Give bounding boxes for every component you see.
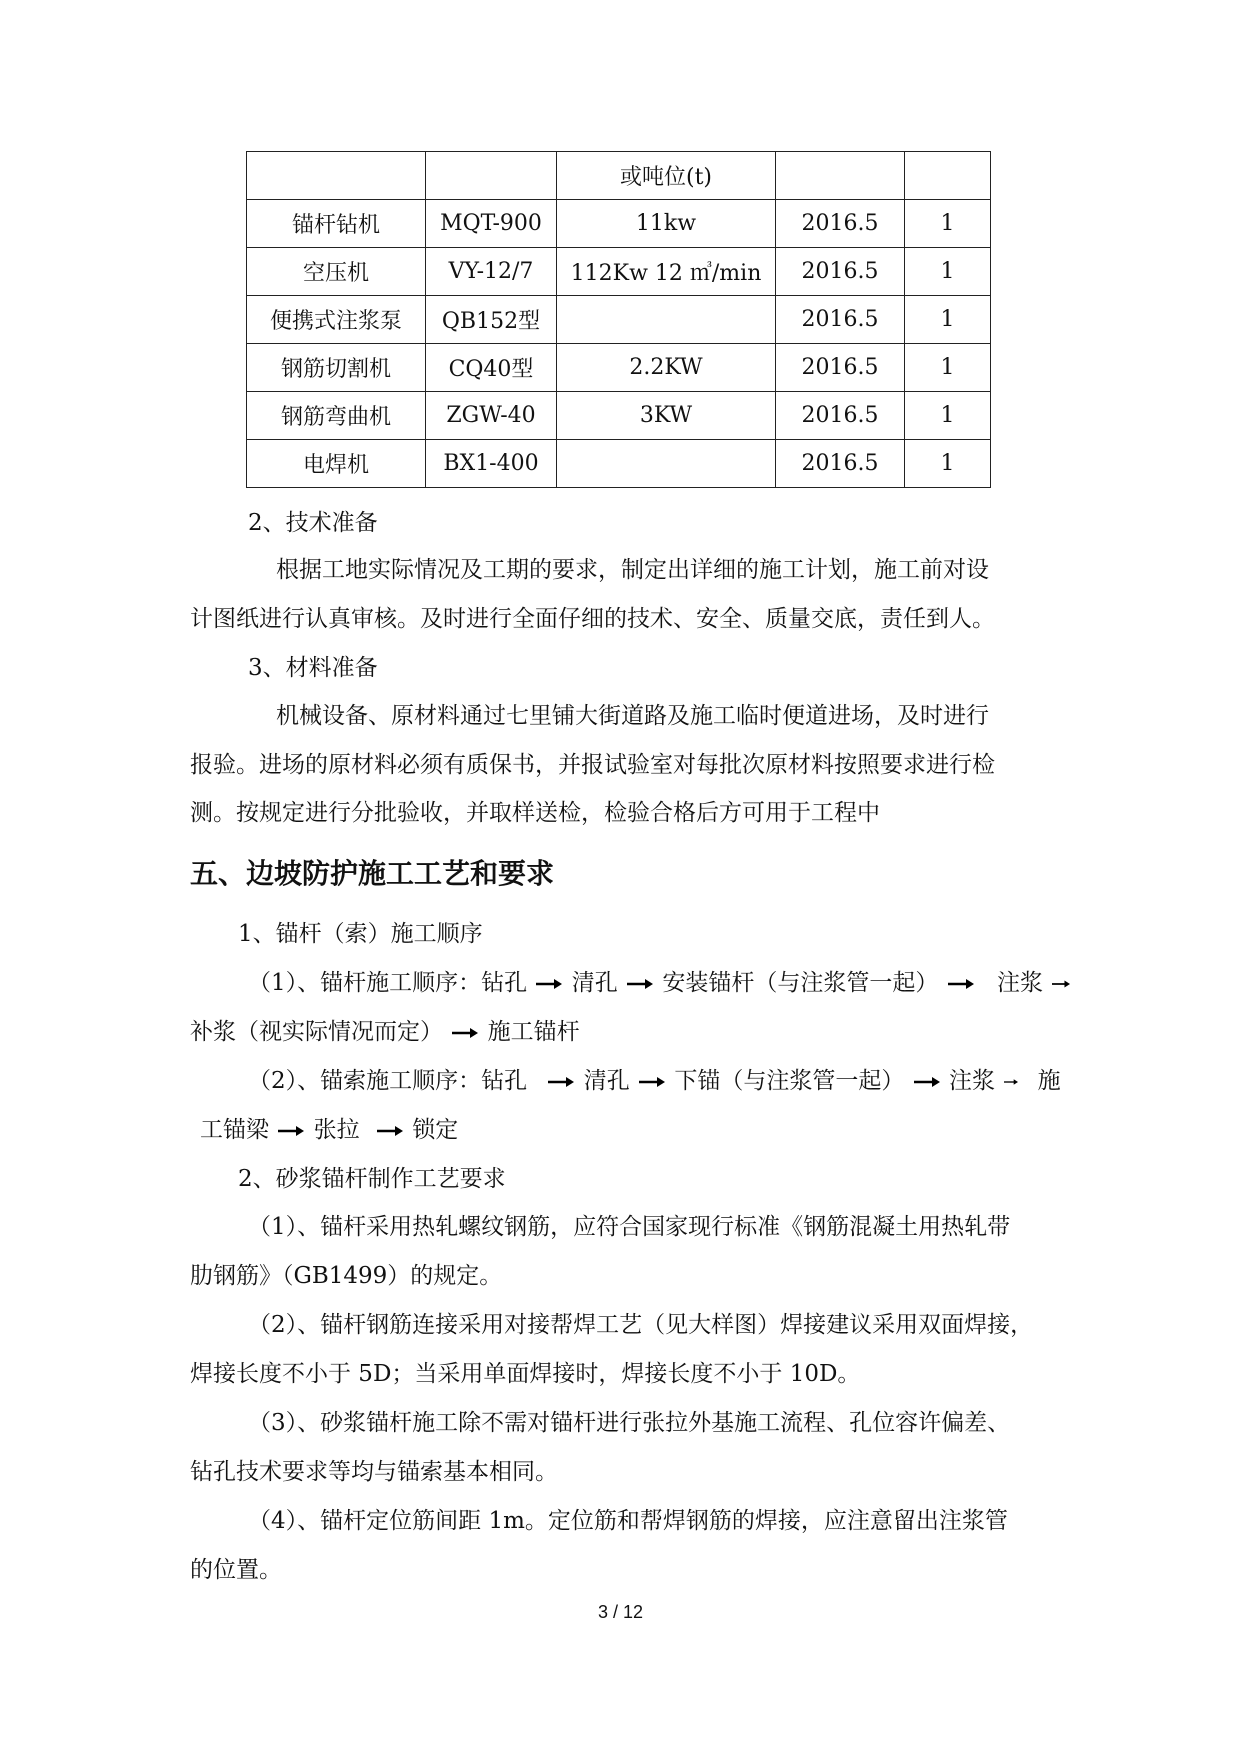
arrow-right-icon (536, 979, 562, 989)
table-cell: 或吨位(t) (557, 152, 776, 200)
seq-text: 下锚（与注浆管一起） (674, 1068, 905, 1094)
arrow-right-icon (1052, 979, 1070, 989)
arrow-right-icon (914, 1077, 940, 1087)
table-cell (247, 152, 426, 200)
req-4-line-2: 的位置。 (190, 1557, 282, 1583)
arrow-right-icon (1004, 1077, 1018, 1087)
anchor-rod-sequence (248, 959, 1072, 1008)
table-cell (557, 296, 776, 344)
seq-text: 注浆 (997, 970, 1044, 996)
table-cell: 2016.5 (776, 248, 905, 296)
table-cell: 电焊机 (247, 440, 426, 488)
arrow-right-icon (639, 1077, 665, 1087)
req-4-line-1: （4）、锚杆定位筋间距 1m。定位筋和帮焊钢筋的焊接，应注意留出注浆管 (248, 1508, 1008, 1534)
arrow-right-icon (452, 1028, 478, 1038)
seq-text: 补浆（视实际情况而定） (190, 1019, 443, 1045)
table-cell: 112Kw 12 ㎥/min (557, 248, 776, 296)
table-row (247, 296, 991, 344)
table-cell: 2016.5 (776, 200, 905, 248)
section-2-line-1: 根据工地实际情况及工期的要求，制定出详细的施工计划，施工前对设 (276, 557, 989, 583)
seq-text: 工锚梁 (200, 1117, 269, 1143)
anchor-cable-sequence (248, 1057, 1061, 1106)
page-number: 3 / 12 (597, 1602, 644, 1622)
table-cell: 1 (905, 248, 991, 296)
section-2-line-2: 计图纸进行认真审核。及时进行全面仔细的技术、安全、质量交底，责任到人。 (190, 606, 995, 632)
seq-text: （1）、锚杆施工顺序：钻孔 (248, 970, 528, 996)
req-1-line-1: （1）、锚杆采用热轧螺纹钢筋，应符合国家现行标准《钢筋混凝土用热轧带 (248, 1214, 1011, 1240)
table-cell: 1 (905, 344, 991, 392)
req-3-line-2: 钻孔技术要求等均与锚索基本相同。 (190, 1459, 558, 1485)
sub-1-title: 1、锚杆（索）施工顺序 (238, 921, 483, 947)
table-row (247, 152, 991, 200)
seq-text: 清孔 (571, 970, 618, 996)
table-cell: 2016.5 (776, 440, 905, 488)
table-cell: 锚杆钻机 (247, 200, 426, 248)
seq-text: 施工锚杆 (487, 1019, 580, 1045)
table-cell: 1 (905, 296, 991, 344)
table-cell: BX1-400 (426, 440, 557, 488)
seq-text: 注浆 (949, 1068, 996, 1094)
section-5-heading: 五、边坡防护施工工艺和要求 (190, 857, 555, 890)
table-cell (905, 152, 991, 200)
seq-text: 锁定 (412, 1117, 459, 1143)
seq-text: （2）、锚索施工顺序：钻孔 (248, 1068, 528, 1094)
seq-text: 施 (1037, 1068, 1061, 1094)
table-cell: 1 (905, 200, 991, 248)
table-cell: 3KW (557, 392, 776, 440)
sub-2-title: 2、砂浆锚杆制作工艺要求 (238, 1166, 506, 1192)
table-cell: CQ40型 (426, 344, 557, 392)
table-cell: 1 (905, 392, 991, 440)
table-cell: 2.2KW (557, 344, 776, 392)
section-3-line-1: 机械设备、原材料通过七里铺大街道路及施工临时便道进场，及时进行 (276, 703, 989, 729)
table-cell: 空压机 (247, 248, 426, 296)
table-cell: 11kw (557, 200, 776, 248)
table-cell (776, 152, 905, 200)
section-2-title: 2、技术准备 (248, 510, 378, 536)
table-row (247, 440, 991, 488)
table-cell: 1 (905, 440, 991, 488)
table-cell: 2016.5 (776, 344, 905, 392)
table-cell: 2016.5 (776, 296, 905, 344)
table-row (247, 344, 991, 392)
req-1-line-2: 肋钢筋》（GB1499）的规定。 (190, 1263, 503, 1289)
anchor-rod-sequence-cont (190, 1008, 580, 1057)
table-cell (426, 152, 557, 200)
req-2-line-1: （2）、锚杆钢筋连接采用对接帮焊工艺（见大样图）焊接建议采用双面焊接， (248, 1312, 1034, 1338)
arrow-right-icon (948, 979, 974, 989)
arrow-right-icon (377, 1126, 403, 1136)
arrow-right-icon (627, 979, 653, 989)
table-cell: MQT-900 (426, 200, 557, 248)
anchor-cable-sequence-cont (200, 1106, 458, 1155)
arrow-right-icon (278, 1126, 304, 1136)
equipment-table (246, 151, 991, 488)
req-3-line-1: （3）、砂浆锚杆施工除不需对锚杆进行张拉外基施工流程、孔位容许偏差、 (248, 1410, 1011, 1436)
table-cell: 钢筋切割机 (247, 344, 426, 392)
table-cell: ZGW-40 (426, 392, 557, 440)
section-3-line-2: 报验。进场的原材料必须有质保书，并报试验室对每批次原材料按照要求进行检 (190, 752, 995, 778)
seq-text: 安装锚杆（与注浆管一起） (662, 970, 939, 996)
table-row (247, 392, 991, 440)
table-row (247, 248, 991, 296)
table-cell: 便携式注浆泵 (247, 296, 426, 344)
table-cell (557, 440, 776, 488)
section-3-line-3: 测。按规定进行分批验收，并取样送检，检验合格后方可用于工程中 (190, 800, 880, 826)
table-row (247, 200, 991, 248)
section-3-title: 3、材料准备 (248, 655, 378, 681)
table-cell: VY-12/7 (426, 248, 557, 296)
table-cell: 2016.5 (776, 392, 905, 440)
seq-text: 清孔 (583, 1068, 630, 1094)
req-2-line-2: 焊接长度不小于 5D；当采用单面焊接时，焊接长度不小于 10D。 (190, 1361, 861, 1387)
seq-text: 张拉 (313, 1117, 360, 1143)
table-cell: QB152型 (426, 296, 557, 344)
arrow-right-icon (548, 1077, 574, 1087)
table-cell: 钢筋弯曲机 (247, 392, 426, 440)
